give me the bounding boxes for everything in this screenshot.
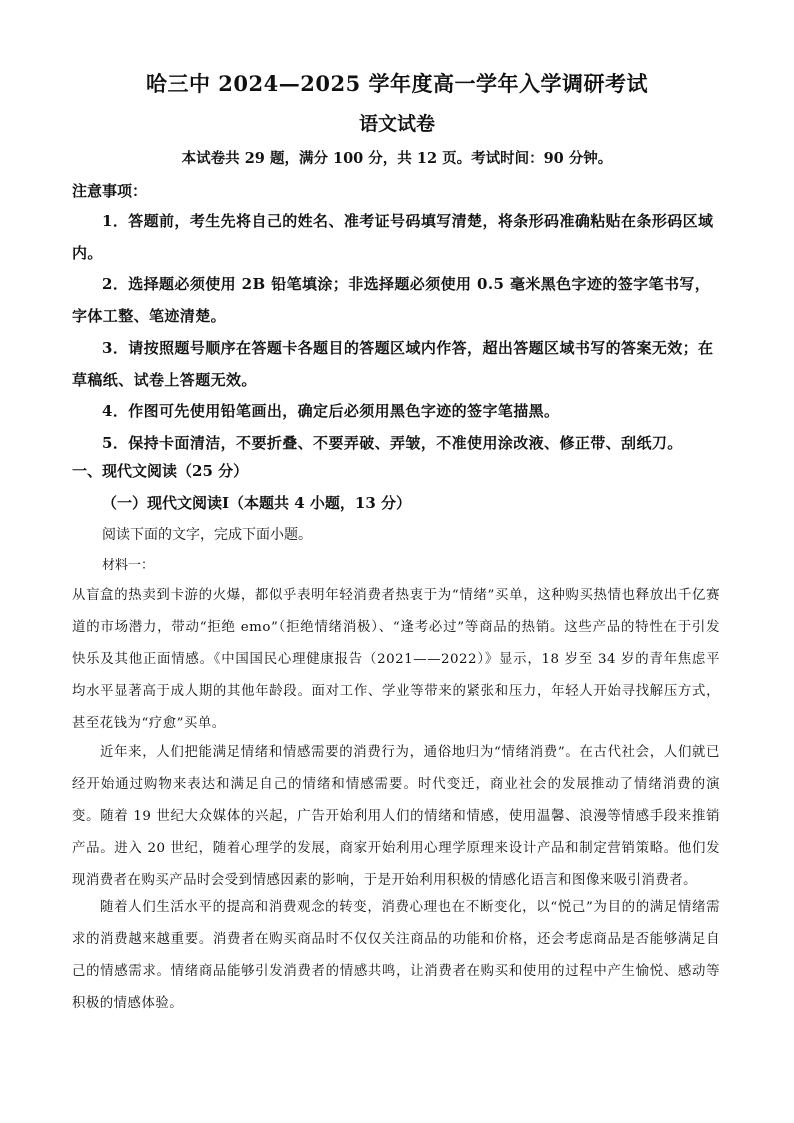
notice-item-4: 4．作图可先使用铅笔画出，确定后必须用黑色字迹的签字笔描黑。 xyxy=(102,402,560,420)
notice-item-2: 2．选择题必须使用 2B 铅笔填涂；非选择题必须使用 0.5 毫米黑色字迹的签字笔书写，字体工整、笔迹清楚。 xyxy=(72,275,711,325)
material-paragraph-3: 随着人们生活水平的提高和消费观念的转变，消费心理也在不断变化，以“悦己”为目的的满足情绪需求的消费越来越重要。消费者在购买商品时不仅仅关注商品的功能和价格，还会考虑商品是否能够满足自己的情感需求。情绪商品能够引发消费者的情感共鸣，让消费者在购买和使用的过程中产生愉悦、感动等积极的情感体验。 xyxy=(72,900,720,1011)
notice-item-5: 5．保持卡面清洁，不要折叠、不要弄破、弄皱，不准使用涂改液、修正带、刮纸刀。 xyxy=(102,434,683,452)
notice-item-1: 1．答题前，考生先将自己的姓名、准考证号码填写清楚，将条形码准确粘贴在条形码区域内。 xyxy=(72,212,714,262)
section-heading: 一、现代文阅读（25 分） xyxy=(72,462,249,480)
material-paragraph-2: 近年来，人们把能满足情绪和情感需要的消费行为，通俗地归为“情绪消费”。在古代社会，人们就已经开始通过购物来表达和满足自己的情绪和情感需要。时代变迁，商业社会的发展推动了情绪消费的演变。随着 19 世纪大众媒体的兴起，广告开始利用人们的情绪和情感，使用温馨、浪漫等情感手段来推销产品。进入 20 世纪，随着心理学的发展，商家开始利用心理学原理来设计产品和制定营销策略。他们发现消费者在购买产品时会受到情感因素的影响，于是开始利用积极的情感化语言和图像来吸引消费者。 xyxy=(72,745,720,888)
material-label: 材料一： xyxy=(102,558,155,573)
exam-title: 哈三中 2024—2025 学年度高一学年入学调研考试 xyxy=(145,71,648,96)
subsection-heading: （一）现代文阅读Ⅰ（本题共 4 小题，13 分） xyxy=(102,494,411,512)
exam-subtitle: 语文试卷 xyxy=(358,113,435,135)
notice-heading: 注意事项： xyxy=(72,182,148,200)
material-paragraph-1: 从盲盒的热卖到卡游的火爆，都似乎表明年轻消费者热衷于为“情绪”买单，这种购买热情也释放出千亿赛道的市场潜力，带动“拒绝 emo”（拒绝情绪消极）、“逢考必过”等商品的热销。这些产品的特性在于引发快乐及其他正面情感。《中国国民心理健康报告（2021——2022）》显示，18 岁至 34 岁的青年焦虑平均水平显著高于成人期的其他年龄段。面对工作、学业等带来的紧张和压力，年轻人开始寻找解压方式，甚至花钱为“疗愈”买单。 xyxy=(72,588,720,731)
notice-item-3: 3．请按照题号顺序在答题卡各题目的答题区域内作答，超出答题区域书写的答案无效；在草稿纸、试卷上答题无效。 xyxy=(72,339,714,389)
reading-instruction: 阅读下面的文字，完成下面小题。 xyxy=(102,527,312,543)
exam-info: 本试卷共 29 题，满分 100 分，共 12 页。考试时间：90 分钟。 xyxy=(181,150,613,167)
